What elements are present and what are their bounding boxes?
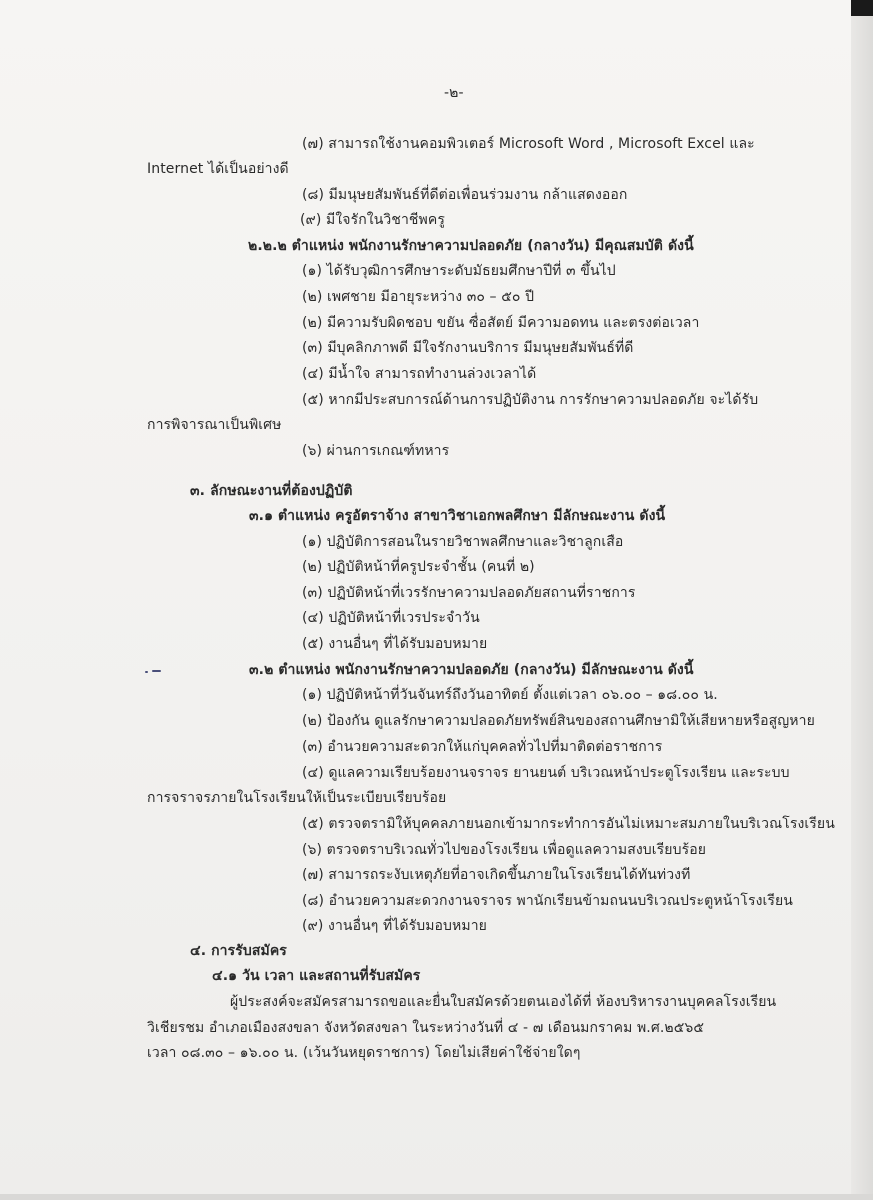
text-line: (๑) ปฏิบัติหน้าที่วันจันทร์ถึงวันอาทิตย์ ตั้งแต่เวลา ๐๖.๐๐ – ๑๘.๐๐ น. (302, 687, 718, 703)
text-line: (๓) มีบุคลิกภาพดี มีใจรักงานบริการ มีมนุษยสัมพันธ์ที่ดี (302, 340, 634, 356)
text-line: (๘) มีมนุษยสัมพันธ์ที่ดีต่อเพื่อนร่วมงาน กล้าแสดงออก (302, 187, 628, 203)
text-line: (๘) อำนวยความสะดวกงานจราจร พานักเรียนข้ามถนนบริเวณประตูหน้าโรงเรียน (302, 893, 793, 909)
page-number: -๒- (444, 85, 464, 101)
scan-edge-mark (851, 0, 873, 16)
text-line: (๒) มีความรับผิดชอบ ขยัน ซื่อสัตย์ มีความอดทน และตรงต่อเวลา (302, 315, 700, 331)
section-heading: ๓.๑ ตำแหน่ง ครูอัตราจ้าง สาขาวิชาเอกพลศึกษา มีลักษณะงาน ดังนี้ (249, 508, 666, 524)
text-line: (๓) อำนวยความสะดวกให้แก่บุคคลทั่วไปที่มาติดต่อราชการ (302, 739, 663, 755)
text-line: (๔) ดูแลความเรียบร้อยงานจราจร ยานยนต์ บริเวณหน้าประตูโรงเรียน และระบบ (302, 765, 790, 781)
text-line: (๖) ผ่านการเกณฑ์ทหาร (302, 443, 450, 459)
text-line: (๒) ป้องกัน ดูแลรักษาความปลอดภัยทรัพย์สินของสถานศึกษามิให้เสียหายหรือสูญหาย (302, 713, 815, 729)
section-heading: ๔. การรับสมัคร (190, 943, 287, 959)
text-line: (๖) ตรวจตราบริเวณทั่วไปของโรงเรียน เพื่อดูแลความสงบเรียบร้อย (302, 842, 707, 858)
text-line: (๑) ได้รับวุฒิการศึกษาระดับมัธยมศึกษาปีที่ ๓ ขึ้นไป (302, 263, 616, 279)
text-line: การพิจารณาเป็นพิเศษ (147, 417, 282, 433)
text-line: การจราจรภายในโรงเรียนให้เป็นระเบียบเรียบร้อย (147, 790, 447, 806)
text-line: (๒) ปฏิบัติหน้าที่ครูประจำชั้น (คนที่ ๒) (302, 559, 535, 575)
text-line: (๗) สามารถใช้งานคอมพิวเตอร์ Microsoft Word , Microsoft Excel และ (302, 136, 755, 152)
page-bottom-edge (0, 1194, 873, 1200)
text-line: วิเชียรชม อำเภอเมืองสงขลา จังหวัดสงขลา ในระหว่างวันที่ ๔ - ๗ เดือนมกราคม พ.ศ.๒๕๖๕ (147, 1020, 705, 1036)
text-line: (๓) ปฏิบัติหน้าที่เวรรักษาความปลอดภัยสถานที่ราชการ (302, 585, 636, 601)
text-line: เวลา ๐๘.๓๐ – ๑๖.๐๐ น. (เว้นวันหยุดราชการ) โดยไม่เสียค่าใช้จ่ายใดๆ (147, 1045, 581, 1061)
text-line: ผู้ประสงค์จะสมัครสามารถขอและยื่นใบสมัครด้วยตนเองได้ที่ ห้องบริหารงานบุคคลโรงเรียน (230, 994, 777, 1010)
text-line: (๙) มีใจรักในวิชาชีพครู (300, 212, 445, 228)
text-line: Internet ได้เป็นอย่างดี (147, 161, 289, 177)
section-heading: ๔.๑ วัน เวลา และสถานที่รับสมัคร (212, 968, 421, 984)
text-line: (๔) ปฏิบัติหน้าที่เวรประจำวัน (302, 610, 480, 626)
text-line: (๙) งานอื่นๆ ที่ได้รับมอบหมาย (302, 918, 487, 934)
text-line: (๕) หากมีประสบการณ์ด้านการปฏิบัติงาน การรักษาความปลอดภัย จะได้รับ (302, 392, 759, 408)
text-line: (๗) สามารถระงับเหตุภัยที่อาจเกิดขึ้นภายในโรงเรียนได้ทันท่วงที (302, 867, 691, 883)
section-heading: ๒.๒.๒ ตำแหน่ง พนักงานรักษาความปลอดภัย (กลางวัน) มีคุณสมบัติ ดังนี้ (248, 238, 694, 254)
text-line: (๔) มีน้ำใจ สามารถทำงานล่วงเวลาได้ (302, 366, 537, 382)
page-edge-shadow (851, 0, 873, 1200)
text-line: (๕) ตรวจตรามิให้บุคคลภายนอกเข้ามากระทำการอันไม่เหมาะสมภายในบริเวณโรงเรียน (302, 816, 835, 832)
text-line: (๒) เพศชาย มีอายุระหว่าง ๓๐ – ๕๐ ปี (302, 289, 535, 305)
text-line: (๕) งานอื่นๆ ที่ได้รับมอบหมาย (302, 636, 488, 652)
section-heading: ๓. ลักษณะงานที่ต้องปฏิบัติ (190, 483, 353, 499)
section-heading: ๓.๒ ตำแหน่ง พนักงานรักษาความปลอดภัย (กลางวัน) มีลักษณะงาน ดังนี้ (249, 662, 694, 678)
text-line: (๑) ปฏิบัติการสอนในรายวิชาพลศึกษาและวิชาลูกเสือ (302, 534, 624, 550)
scan-speck (145, 670, 161, 673)
